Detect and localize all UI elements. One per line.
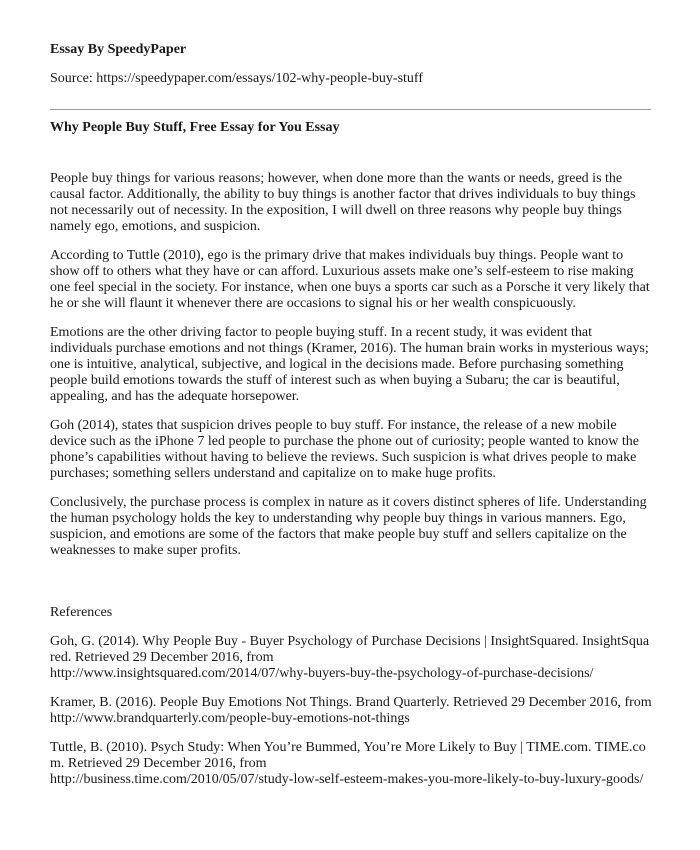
reference-kramer-text: Kramer, B. (2016). People Buy Emotions Not Things. Brand Quarterly. Retrieved 29 December 2016, from http://www.brandquarterly.com/people-buy-emotions-not-things — [50, 695, 652, 726]
reference-goh — [50, 634, 653, 682]
essay-body — [50, 171, 653, 801]
references-heading: References — [50, 605, 113, 620]
reference-tuttle-text: Tuttle, B. (2010). Psych Study: When You’re Bummed, You’re More Likely to Buy | TIME.com. TIME.com. Retrieved 29 December 2016, from — [50, 740, 646, 771]
paragraph-5: Conclusively, the purchase process is complex in nature as it covers distinct spheres of life. Understanding the human psychology holds the key to understanding why people buy things in various manners. Ego, suspicion, and emotions are some of the factors that make people buy stuff and sellers capitalize on the weaknesses to make super profits. — [50, 495, 647, 558]
paragraph-1: People buy things for various reasons; however, when done more than the wants or needs, greed is the causal factor. Additionally, the ability to buy things is another factor that drives individuals to buy things not necessarily out of necessity. In the exposition, I will dwell on three reasons why people buy things namely ego, emotions, and suspicion. — [50, 171, 636, 234]
essay-title: Why People Buy Stuff, Free Essay for You Essay — [50, 120, 340, 135]
header-divider — [50, 109, 651, 110]
reference-goh-text: Goh, G. (2014). Why People Buy - Buyer Psychology of Purchase Decisions | InsightSquared. InsightSquared. Retrieved 29 December 2016, from — [50, 634, 650, 665]
paragraph-2: According to Tuttle (2010), ego is the primary drive that makes individuals buy things. People want to show off to others what they have or can afford. Luxurious assets make one’s self-esteem to rise making one feel special in the society. For instance, when one buys a sports car such as a Porsche it very likely that he or she will flaunt it whenever there are occasions to signal his or her wealth conspicuously. — [50, 248, 650, 311]
source-line: Source: https://speedypaper.com/essays/102-why-people-buy-stuff — [50, 71, 423, 86]
reference-tuttle-url[interactable]: http://business.time.com/2010/05/07/study-low-self-esteem-makes-you-more-likely-to-buy-luxury-goods/ — [50, 772, 644, 787]
reference-kramer — [50, 695, 653, 727]
paragraph-4: Goh (2014), states that suspicion drives people to buy stuff. For instance, the release of a new mobile device such as the iPhone 7 led people to purchase the phone out of curiosity; people wanted to know the phone’s capabilities without having to believe the reviews. Such suspicion is what drives people to make purchases; something sellers understand and capitalize on to make huge profits. — [50, 418, 640, 481]
paragraph-3: Emotions are the other driving factor to people buying stuff. In a recent study, it was evident that individuals purchase emotions and not things (Kramer, 2016). The human brain works in mysterious ways; one is intuitive, analytical, subjective, and logical in the decisions made. Before purchasing something people build emotions towards the stuff of interest such as when buying a Subaru; the car is beautiful, appealing, and has the adequate horsepower. — [50, 325, 649, 404]
reference-goh-url[interactable]: http://www.insightsquared.com/2014/07/why-buyers-buy-the-psychology-of-purchase-decisions/ — [50, 666, 594, 681]
reference-tuttle — [50, 740, 653, 788]
essay-attribution: Essay By SpeedyPaper — [50, 42, 187, 57]
